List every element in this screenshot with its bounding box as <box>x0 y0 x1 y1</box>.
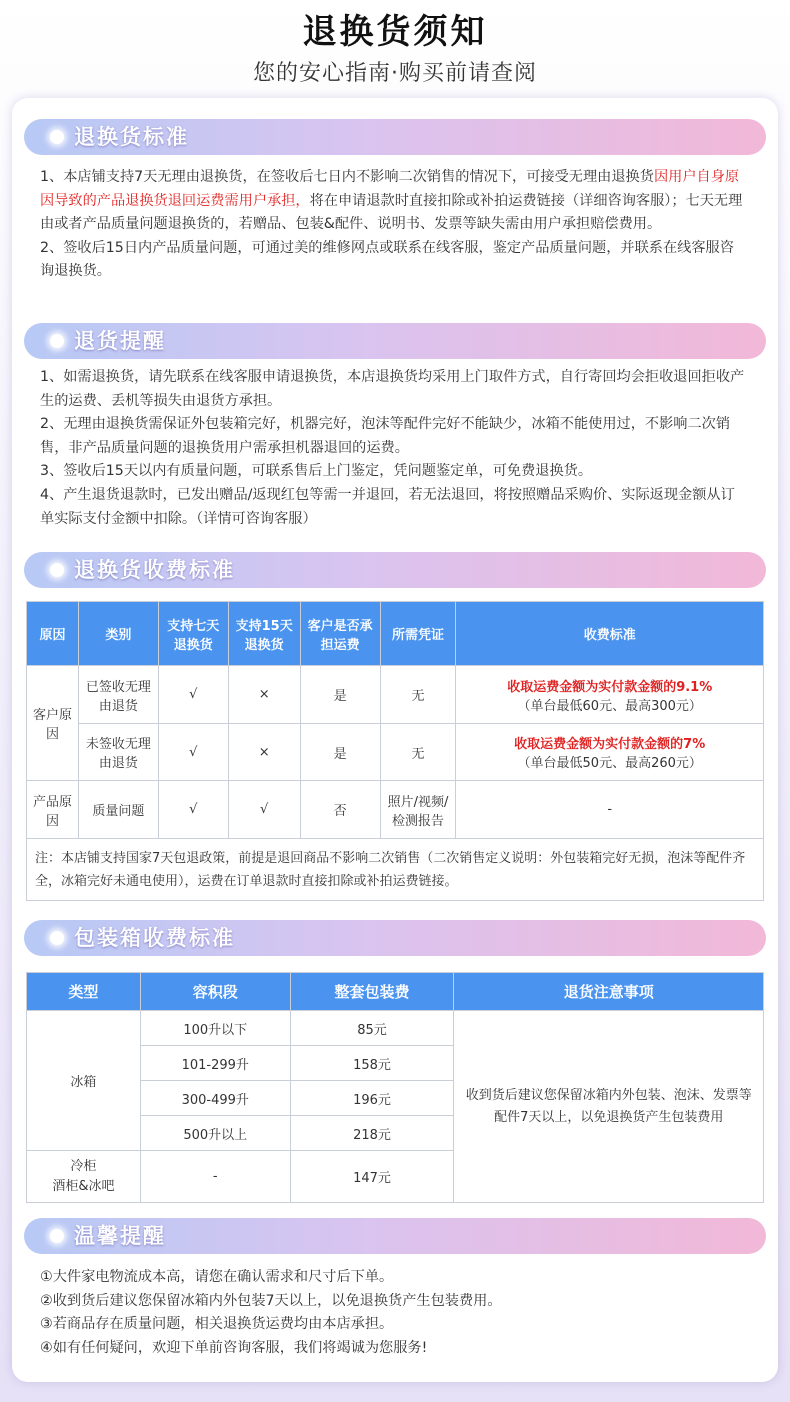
proof-cell: 无 <box>380 724 456 781</box>
warm-reminder-item: ①大件家电物流成本高，请您在确认需求和尺寸后下单。 <box>40 1269 394 1285</box>
fee-cell <box>456 781 764 839</box>
table-row <box>27 1011 764 1046</box>
col-header-package-fee: 整套包装费 <box>290 973 454 1011</box>
col-header-7day: 支持七天退换货 <box>158 602 228 666</box>
proof-cell: 照片/视频/检测报告 <box>380 781 456 839</box>
reminder-item: 1、如需退换货，请先联系在线客服申请退换货，本店退换货均采用上门取件方式，自行寄回均会拒收退回拒收产生的运费、丢机等损失由退货方承担。 <box>40 369 745 409</box>
table-row <box>27 724 764 781</box>
reminder-item: 4、产生退货退款时，已发出赠品/返现红包等需一并退回，若无法退回，将按照赠品采购价、实际返现金额从订单实际支付金额中扣除。（详情可咨询客服） <box>40 486 735 527</box>
type-cell: 冰箱 <box>27 1011 141 1151</box>
freight-cell: 否 <box>300 781 380 839</box>
section-title-label: 温馨提醒 <box>74 1224 166 1248</box>
fee-sub-text: - <box>607 802 613 817</box>
category-cell: 未签收无理由退货 <box>78 724 158 781</box>
freight-cell: 是 <box>300 724 380 781</box>
warm-reminder-item: ②收到货后建议您保留冰箱内外包装7天以上，以免退换货产生包装费用。 <box>40 1292 502 1309</box>
package-fee-cell: 196元 <box>290 1081 454 1116</box>
support-15day-cell: × <box>228 666 300 724</box>
page-header <box>0 10 790 90</box>
table-header-row <box>27 973 764 1011</box>
volume-cell: 101-299升 <box>140 1046 290 1081</box>
table-note-row <box>27 839 764 901</box>
package-fee-cell: 147元 <box>290 1151 454 1203</box>
package-fee-cell: 85元 <box>290 1011 454 1046</box>
return-standard-text <box>40 166 746 284</box>
standard-text-red: 因用户自身原因导致的产品退换货退回运费需用户承担， <box>40 169 740 209</box>
warm-reminder-list <box>40 1266 746 1360</box>
packaging-table <box>26 972 764 1203</box>
support-7day-cell: √ <box>158 666 228 724</box>
section-title-return-reminder <box>24 323 766 359</box>
support-7day-cell: √ <box>158 724 228 781</box>
table-row <box>27 666 764 724</box>
fee-cell <box>456 724 764 781</box>
standard-text-a: 1、本店铺支持7天无理由退换货，在签收后七日内不影响二次销售的情况下，可接受无理由退换货 <box>40 169 654 185</box>
page-subtitle: 您的安心指南·购买前请查阅 <box>253 61 537 86</box>
fee-red-text: 收取运费金额为实付款金额的9.1% <box>507 679 713 695</box>
dot-icon <box>50 130 64 144</box>
dot-icon <box>50 1229 64 1243</box>
return-reminder-list <box>40 366 746 531</box>
volume-cell: 500升以上 <box>140 1116 290 1151</box>
fee-sub-text: （单台最低50元、最高260元） <box>517 756 702 771</box>
reason-cell: 客户原因 <box>27 666 79 781</box>
warm-reminder-item: ③若商品存在质量问题，相关退换货运费均由本店承担。 <box>40 1316 394 1332</box>
col-header-category: 类别 <box>78 602 158 666</box>
package-fee-cell: 158元 <box>290 1046 454 1081</box>
fee-sub-text: （单台最低60元、最高300元） <box>517 698 702 714</box>
notice-cell: 收到货后建议您保留冰箱内外包装、泡沫、发票等配件7天以上，以免退换货产生包装费用 <box>454 1011 764 1203</box>
dot-icon <box>50 334 64 348</box>
section-title-warm-reminder <box>24 1218 766 1254</box>
category-cell: 质量问题 <box>78 781 158 839</box>
volume-cell: 300-499升 <box>140 1081 290 1116</box>
section-title-label: 退换货收费标准 <box>74 558 235 582</box>
standard-paragraph-2: 2、签收后15日内产品质量问题，可通过美的维修网点或联系在线客服，鉴定产品质量问题，并联系在线客服咨询退换货。 <box>40 239 734 280</box>
proof-cell: 无 <box>380 666 456 724</box>
support-15day-cell: √ <box>228 781 300 839</box>
dot-icon <box>50 563 64 577</box>
dot-icon <box>50 931 64 945</box>
support-7day-cell: √ <box>158 781 228 839</box>
col-header-type: 类型 <box>27 973 141 1011</box>
col-header-proof: 所需凭证 <box>380 602 456 666</box>
section-title-fee-standard <box>24 552 766 588</box>
reason-cell: 产品原因 <box>27 781 79 839</box>
col-header-fee: 收费标准 <box>456 602 764 666</box>
freight-cell: 是 <box>300 666 380 724</box>
section-title-label: 退换货标准 <box>74 125 189 149</box>
section-title-label: 退货提醒 <box>74 329 166 353</box>
section-title-label: 包装箱收费标准 <box>74 926 235 950</box>
reminder-item: 2、无理由退换货需保证外包装箱完好，机器完好，泡沫等配件完好不能缺少，冰箱不能使用过，不影响二次销售，非产品质量问题的退换货用户需承担机器退回的运费。 <box>40 416 731 456</box>
section-title-packaging-fee <box>24 920 766 956</box>
volume-cell: 100升以下 <box>140 1011 290 1046</box>
table-header-row <box>27 602 764 666</box>
package-fee-cell: 218元 <box>290 1116 454 1151</box>
table-note: 注：本店铺支持国家7天包退政策，前提是退回商品不影响二次销售（二次销售定义说明：外包装箱完好无损，泡沫等配件齐全，冰箱完好未通电使用），运费在订单退款时直接扣除或补拍运费链接。 <box>27 839 764 901</box>
col-header-freight: 客户是否承担运费 <box>300 602 380 666</box>
fee-cell <box>456 666 764 724</box>
standard-paragraph-1 <box>40 166 746 237</box>
volume-cell: - <box>140 1151 290 1203</box>
table-row <box>27 781 764 839</box>
col-header-15day: 支持15天退换货 <box>228 602 300 666</box>
warm-reminder-item: ④如有任何疑问，欢迎下单前咨询客服，我们将竭诚为您服务! <box>40 1339 428 1356</box>
reminder-item: 3、签收后15天以内有质量问题，可联系售后上门鉴定，凭问题鉴定单，可免费退换货。 <box>40 463 593 480</box>
section-title-return-standard <box>24 119 766 155</box>
col-header-volume: 容积段 <box>140 973 290 1011</box>
support-15day-cell: × <box>228 724 300 781</box>
standard-text-b: 将在申请退款时直接扣除或补拍运费链接（详细咨询客服）；七天无理由或者产品质量问题退换货的，若赠品、包装&配件、说明书、发票等缺失需由用户承担赔偿费用。 <box>40 192 743 233</box>
fee-table <box>26 601 764 901</box>
col-header-notice: 退货注意事项 <box>454 973 764 1011</box>
category-cell: 已签收无理由退货 <box>78 666 158 724</box>
fee-red-text: 收取运费金额为实付款金额的7% <box>514 737 706 752</box>
page-title: 退换货须知 <box>302 12 488 52</box>
type-cell: 冷柜 酒柜&冰吧 <box>27 1151 141 1203</box>
col-header-reason: 原因 <box>27 602 79 666</box>
